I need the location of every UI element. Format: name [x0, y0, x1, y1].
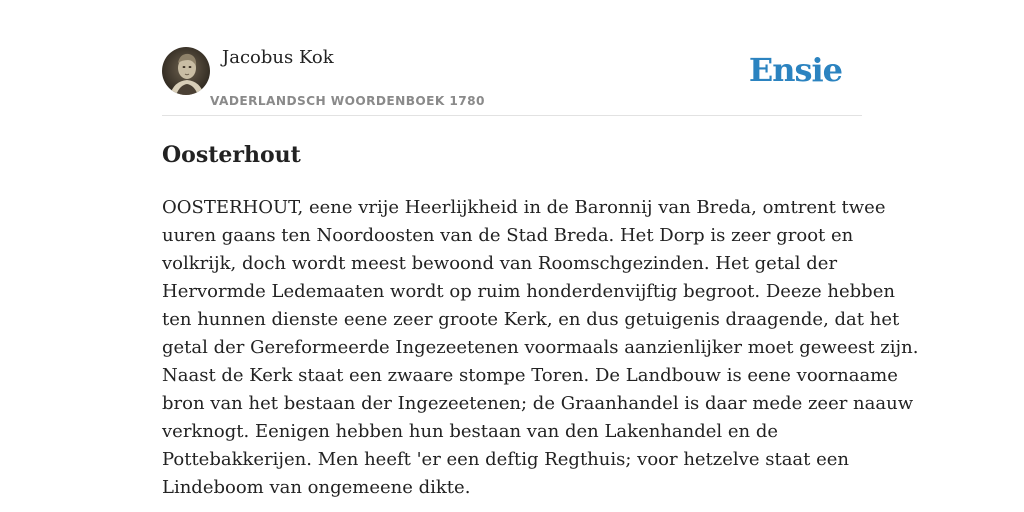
- body-line: Naast de Kerk staat een zwaare stompe Toren. De Landbouw is eene voornaame: [162, 365, 898, 386]
- body-line: verknogt. Eenigen hebben hun bestaan van den Lakenhandel en de: [162, 421, 779, 442]
- entry-header: [162, 44, 862, 116]
- portrait-icon: [162, 47, 210, 95]
- body-line: volkrijk, doch wordt meest bewoond van Roomschgezinden. Het getal der: [162, 253, 838, 274]
- body-line: uuren gaans ten Noordoosten van de Stad Breda. Het Dorp is zeer groot en: [162, 225, 854, 246]
- author-avatar[interactable]: [162, 47, 210, 95]
- entry-body: [162, 194, 919, 502]
- body-line: bron van het bestaan der Ingezeetenen; de Graanhandel is daar mede zeer naauw: [162, 393, 914, 414]
- source-label: VADERLANDSCH WOORDENBOEK 1780: [210, 94, 485, 108]
- body-line: Hervormde Ledemaaten wordt op ruim honderdenvijftig begroot. Deeze hebben: [162, 281, 895, 302]
- body-line: OOSTERHOUT, eene vrije Heerlijkheid in de Baronnij van Breda, omtrent twee: [162, 197, 886, 218]
- body-line: ten hunnen dienste eene zeer groote Kerk, en dus getuigenis draagende, dat het: [162, 309, 900, 330]
- entry-title: Oosterhout: [162, 142, 301, 168]
- author-name[interactable]: Jacobus Kok: [222, 47, 334, 68]
- body-line: Lindeboom van ongemeene dikte.: [162, 477, 471, 498]
- brand-logo[interactable]: Ensie: [748, 51, 842, 89]
- body-line: Pottebakkerijen. Men heeft 'er een deftig Regthuis; voor hetzelve staat een: [162, 449, 850, 470]
- body-line: getal der Gereformeerde Ingezeetenen voormaals aanzienlijker moet geweest zijn.: [162, 337, 919, 358]
